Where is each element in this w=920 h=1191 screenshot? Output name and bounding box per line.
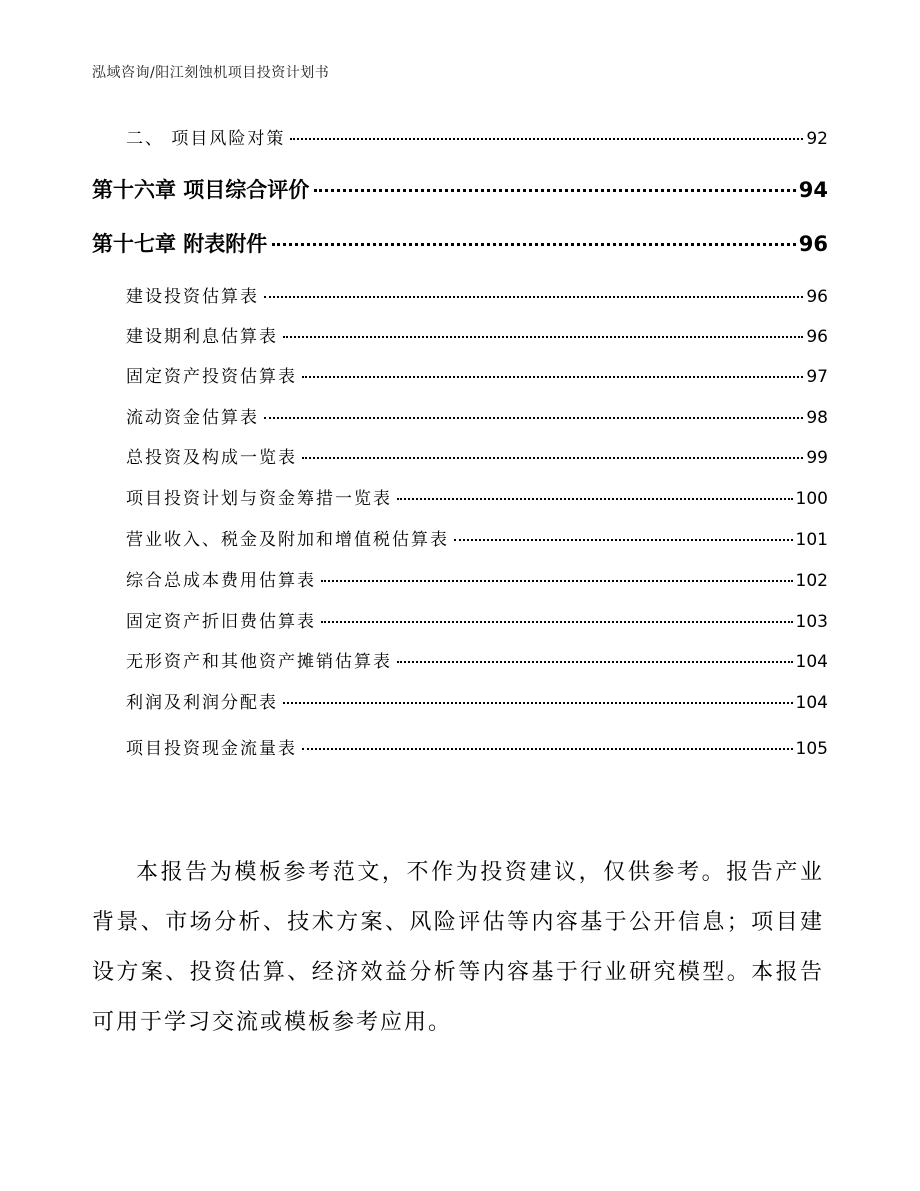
toc-entry[interactable]: [126, 566, 828, 591]
toc-entry[interactable]: [126, 688, 828, 713]
toc-entry-chapter-16[interactable]: [92, 174, 828, 204]
dot-leader: [314, 189, 795, 192]
toc-entry-risk-countermeasures[interactable]: [126, 124, 828, 149]
dot-leader: [397, 498, 793, 500]
dot-leader: [302, 748, 793, 750]
toc-entry[interactable]: [126, 403, 828, 428]
toc-entry-label: 建设期利息估算表: [126, 327, 278, 347]
toc-entry-label: 固定资产投资估算表: [126, 367, 297, 387]
toc-entry-page: 101: [795, 530, 828, 550]
toc-entry[interactable]: [126, 607, 828, 632]
dot-leader: [321, 580, 793, 582]
toc-entry-page: 104: [795, 693, 828, 713]
toc-entry[interactable]: [126, 734, 828, 759]
toc-entry-page: 104: [795, 652, 828, 672]
toc-entry-label: 流动资金估算表: [126, 408, 259, 428]
toc-entry[interactable]: [126, 525, 828, 550]
toc-entry-page: 92: [806, 129, 828, 149]
toc-entry-label: 无形资产和其他资产摊销估算表: [126, 652, 392, 672]
toc-entry-label: 二、 项目风险对策: [126, 129, 286, 149]
dot-leader: [264, 296, 803, 298]
header-rule: [92, 88, 828, 89]
disclaimer-paragraph: 本报告为模板参考范文，不作为投资建议，仅供参考。报告产业背景、市场分析、技术方案、风险评估等内容基于公开信息；项目建设方案、投资估算、经济效益分析等内容基于行业研究模型。本报告可用于学习交流或模板参考应用。: [92, 860, 824, 1035]
toc-entry-page: 97: [806, 367, 828, 387]
toc-entry-page: 98: [806, 408, 828, 428]
toc-entry-label: 综合总成本费用估算表: [126, 571, 316, 591]
dot-leader: [272, 243, 795, 246]
dot-leader: [397, 661, 793, 663]
dot-leader: [302, 376, 803, 378]
toc-entry-page: 96: [806, 327, 828, 347]
dot-leader: [454, 539, 793, 541]
toc-entry-label: 建设投资估算表: [126, 287, 259, 307]
toc-entry-label: 项目投资计划与资金筹措一览表: [126, 489, 392, 509]
toc-entry-page: 99: [806, 448, 828, 468]
dot-leader: [321, 621, 793, 623]
toc-entry[interactable]: [126, 484, 828, 509]
toc-entry-label: 第十六章 项目综合评价: [92, 178, 310, 202]
dot-leader: [290, 138, 803, 140]
toc-entry-page: 102: [795, 571, 828, 591]
toc-entry[interactable]: [126, 647, 828, 672]
dot-leader: [283, 336, 803, 338]
toc-entry[interactable]: [126, 282, 828, 307]
toc-entry-label: 利润及利润分配表: [126, 693, 278, 713]
toc-entry-label: 固定资产折旧费估算表: [126, 612, 316, 632]
running-header: 泓域咨询/阳江刻蚀机项目投资计划书: [92, 65, 330, 81]
toc-entry-page: 103: [795, 612, 828, 632]
dot-leader: [302, 457, 803, 459]
toc-entry-page: 96: [806, 287, 828, 307]
dot-leader: [283, 702, 793, 704]
toc-entry-page: 105: [795, 739, 828, 759]
toc-entry-page: 100: [795, 489, 828, 509]
toc-entry[interactable]: [126, 362, 828, 387]
toc-entry-label: 第十七章 附表附件: [92, 232, 268, 256]
toc-entry-label: 总投资及构成一览表: [126, 448, 297, 468]
toc-entry-chapter-17[interactable]: [92, 228, 828, 258]
toc-entry-label: 项目投资现金流量表: [126, 739, 297, 759]
toc-entry-page: 94: [798, 178, 828, 202]
dot-leader: [264, 417, 803, 419]
toc-entry[interactable]: [126, 322, 828, 347]
toc-entry-page: 96: [798, 232, 828, 256]
toc-entry-label: 营业收入、税金及附加和增值税估算表: [126, 530, 449, 550]
toc-entry[interactable]: [126, 443, 828, 468]
